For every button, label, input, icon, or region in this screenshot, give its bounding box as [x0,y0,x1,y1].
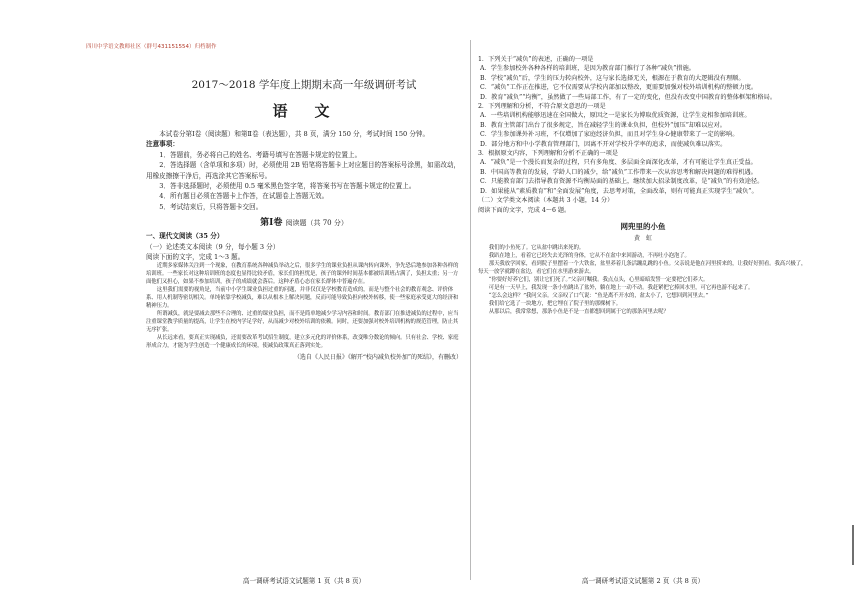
question-option: B．教育主管部门出台了很多规定，旨在减轻学生的课业负担，但校外“加压”却难以应对。 [480,121,726,129]
left-page [146,55,462,585]
question-stem: 3．根据原文内容，下列理解和分析不正确的一项是 [478,150,619,158]
page-divider [470,40,471,580]
section-heading [146,215,462,228]
question-option: A．学生参加校外各种各样的培训班，是因为教育部门推行了各种“减负”措施。 [480,65,695,73]
note-item: 5．考试结束后，只将答题卡交回。 [159,202,263,211]
note-item: 1．答题前，务必将自己的姓名、考籍号填写在答题卡规定的位置上。 [159,150,362,159]
passage-source: （选自《人民日报》《解开“校内减负校外加”的死结》，有删改） [293,354,462,362]
edge-mark [852,525,854,565]
passage-paragraph: 从长远来看，要真正实现减负，还需要改革考试招生制度，建立多元化的评价体系，改变唯分数论的倾向。只有社会、学校、家庭形成合力，才能为学生创造一个健康成长的环境，使减负政策真正落到实处。 [146,335,459,350]
passage-paragraph: 近期多家媒体关注到一个现象，在教育系统各种减负举动之后，很多学生的课业负担从课内转向课外，争先恐后地参加各种各样的培训班。一些家长对这种培训班的态度也显得比较矛盾，家长们的担忧是，孩子的课外时间基本都被培训班占满了，负担太重；另一方面他们又担心，如果不参加培训，孩子的成绩就会落后。这种矛盾心态在家长群体中普遍存在。 [146,263,459,286]
story-paragraph: 我们的小鱼死了。它从盆中跳出来死的。 [488,244,585,251]
page-footer: 高一调研考试语文试题第 2 页（共 8 页） [581,577,705,585]
question-option: B．学校“减负”后，学生的压力转向校外，这与家长选择无关，根源在于教育的大逻辑没有理顺。 [480,74,745,82]
subpart-heading: （一）论述类文本阅读（9 分，每小题 3 分） [146,242,280,251]
instruction: 阅读下面的文字，完成 4～6 题。 [478,206,571,214]
story-paragraph: 可是有一天早上，我发现一条小鱼跳出了盆外，躺在地上一动不动。我赶紧把它捧回水里，可它再也游不起来了。 [488,284,754,291]
section-subtitle: 阅读题（共 70 分） [285,219,348,228]
question-option: C．学生参加课外补习班，不仅增加了家庭经济负担，而且对学生身心健康带来了一定的影响。 [480,131,739,139]
passage-paragraph: 这里我们需要的视角是，当前中小学生课业负担过重的问题，并非仅仅是学校教育造成的，而是与整个社会的教育观念、评价体系、用人机制等密切相关。单纯依靠学校减负，难以从根本上解决问题，反而可能导致负担向校外转移，使一些家庭承受更大的经济和精神压力。 [146,287,459,310]
intro-text: 本试卷分第Ⅰ卷（阅读题）和第Ⅱ卷（表达题），共 8 页，满分 150 分，考试时间 150 分钟。 [159,130,430,138]
subject-title: 语 文 [272,102,336,120]
story-author: 黄 虹 [633,234,652,242]
question-option: A．“减负”是一个漫长而复杂的过程，只有多角度、多层面全面深化改革，才有可能让学生真正受益。 [480,159,757,167]
question-block [478,102,808,149]
note-item: 3．答非选择题时，必须使用 0.5 毫米黑色签字笔，将答案书写在答题卡规定的位置上。 [159,182,416,191]
question-option: C．“减负”工作正在推进，它不仅需要从学校内部加以整改，更需要加强对校外培训机构的整顿力度。 [480,84,758,92]
note-item: 4．所有题目必须在答题卡上作答，在试题卷上答题无效。 [159,192,329,201]
story-paragraph: 我们给它选了一块地方，把它埋在了院子里的那棵树下。 [488,300,622,307]
question-block [478,149,808,196]
story-paragraph: 那天我放学回家，看到院子里摆着一个大铁盆，盆里养着几条活蹦乱跳的小鱼。父亲说是他在河里捞来的，让我好好照看。我高兴极了，每天一放学就蹲在盆边，看它们在水里游来游去。 [478,260,807,275]
question-option: D．部分地方和中小学教育管理部门，因离不开对学校升学率的追求，而使减负难以落实。 [480,140,727,148]
exam-title: 2017～2018 学年度上期期末高一年级调研考试 [191,79,417,91]
story-paragraph: “你要好好养它们，别让它们死了。”父亲叮嘱我。我点点头，心里暗暗发誓一定要把它们养大。 [488,276,709,283]
question-option: D．教育“减负”“均衡”，虽然做了一些局部工作，有了一定的变化，但没有改变中国教育的整体框架和格局。 [480,93,777,101]
brand-watermark: 四川中学语文教师社区（群号431151554）归档制作 [86,44,217,50]
question-option: B．中国高等教育的发展，学龄人口的减少，给“减负”工作带来一次从容思考和解决问题的难得机遇。 [480,168,757,176]
question-stem: 1．下列关于“减负”的表述，正确的一项是 [478,56,594,63]
question-option: D．如果能从“素质教育”和“全面发展”角度，去思考对策，全面改革，则有可能真正实现学生“减负”。 [480,187,758,195]
section-title: 第Ⅰ卷 [260,218,283,229]
story-paragraph: 我趴在地上，看着它已经失去光泽的身体，它从不在盆中来回游动，不再吐小泡泡了。 [488,252,690,259]
right-page [478,55,808,585]
passage-paragraph: 所谓减负，就是要减去那些不合理的、过重的课业负担，而不是简单地减少学习内容和时间。教育部门在推进减负的过程中，应当注重课堂教学质量的提高，让学生在校内学足学好，从而减少对校外培训的依赖。同时，还要加强对校外培训机构的规范管理，防止其无序扩张。 [146,311,459,334]
question-stem: 2．下列理解和分析，不符合原文意思的一项是 [478,103,606,111]
story-title: 网兜里的小鱼 [620,221,666,231]
page-footer: 高一调研考试语文试题第 1 页（共 8 页） [242,577,366,585]
question-block [478,55,808,102]
instruction: 阅读下面的文字，完成 1～3 题。 [146,253,245,262]
note-item: 2．答选择题（含单项和多项）时，必须使用 2B 铅笔将答题卡上对应题目的答案标号涂黑，如需改动，用橡皮擦擦干净后，再选涂其它答案标号。 [146,161,461,180]
story-paragraph: “怎么会这样？”我问父亲。父亲叹了口气说：“鱼是离不开水的，盆太小了，它想回到河里去。” [488,292,709,299]
subpart-heading: （二）文学类文本阅读（本题共 3 小题，14 分） [478,197,614,205]
story-paragraph: 从那以后，我常常想，那条小鱼是不是一直都想回到属于它的那条河里去呢？ [488,308,669,315]
question-option: C．只能教育部门去指导教育资源不均衡局面的基础上，继续加大招录制度改革，是“减负”的有效途径。 [480,178,764,186]
part-heading: 一、现代文阅读（35 分） [146,232,224,241]
question-option: A．一些培训机构能够迅速在全国做大，原因之一是家长为博取优质资源，让学生竞相参加培训班。 [480,112,751,120]
notes-heading: 注意事项： [146,140,179,149]
